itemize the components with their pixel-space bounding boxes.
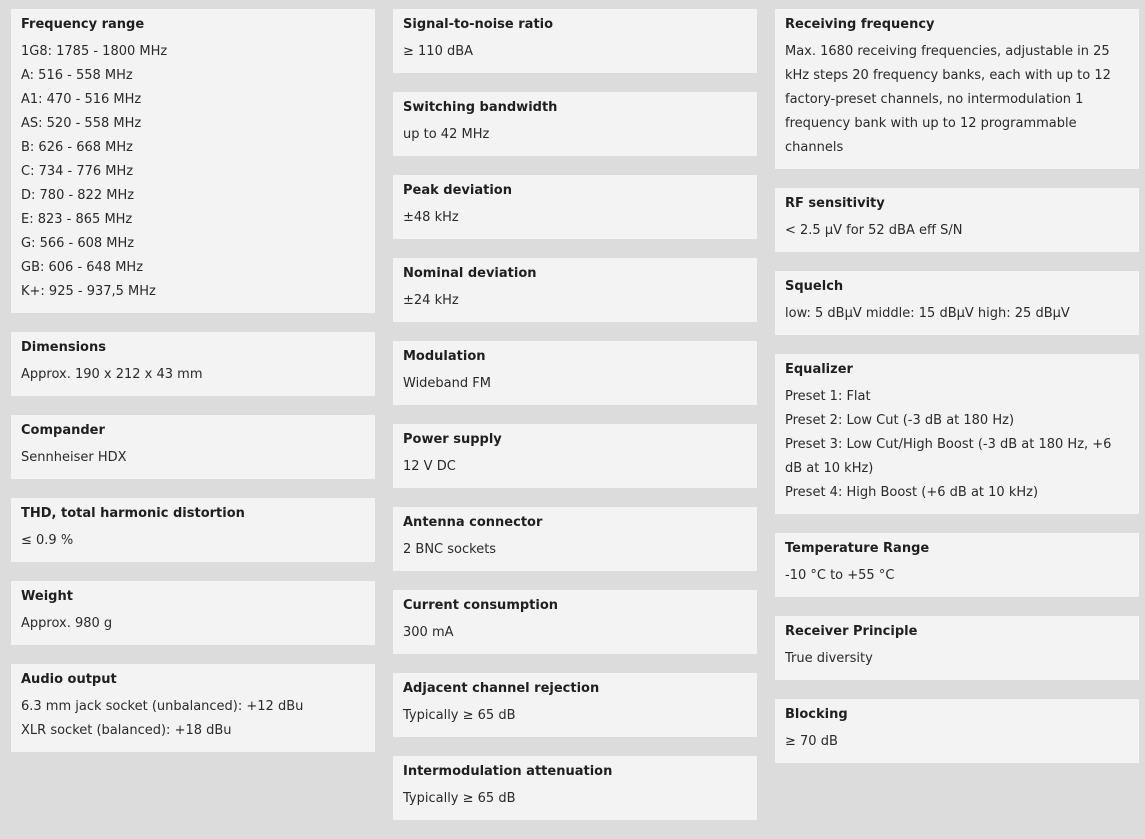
spec-column-2: [393, 9, 757, 839]
spec-title: Peak deviation: [403, 183, 512, 198]
spec-card: [11, 415, 375, 479]
spec-value: Preset 1: Flat: [785, 389, 871, 404]
spec-title: Current consumption: [403, 598, 559, 613]
spec-card: [393, 756, 757, 820]
spec-title: Frequency range: [21, 17, 145, 32]
spec-card: [393, 258, 757, 322]
spec-value: AS: 520 - 558 MHz: [21, 116, 142, 131]
spec-card: [11, 498, 375, 562]
spec-card: [775, 533, 1139, 597]
spec-value: A: 516 - 558 MHz: [21, 68, 133, 83]
spec-value: B: 626 - 668 MHz: [21, 140, 133, 155]
spec-value: Wideband FM: [403, 376, 491, 391]
spec-card: [775, 9, 1139, 169]
spec-value: Sennheiser HDX: [21, 450, 127, 465]
spec-title: Temperature Range: [785, 541, 930, 556]
spec-value: ≥ 70 dB: [785, 734, 838, 749]
spec-value: 12 V DC: [403, 459, 456, 474]
spec-card: [11, 332, 375, 396]
spec-card: [393, 507, 757, 571]
spec-title: Weight: [21, 589, 73, 604]
spec-value: E: 823 - 865 MHz: [21, 212, 133, 227]
spec-value: G: 566 - 608 MHz: [21, 236, 135, 251]
spec-title: Receiver Principle: [785, 624, 918, 639]
spec-value: up to 42 MHz: [403, 127, 490, 142]
spec-value: < 2.5 μV for 52 dBA eff S/N: [785, 223, 963, 238]
spec-value: ±24 kHz: [403, 293, 459, 308]
spec-value: Typically ≥ 65 dB: [403, 708, 516, 723]
spec-value: 6.3 mm jack socket (unbalanced): +12 dBu: [21, 699, 304, 714]
spec-value: Preset 4: High Boost (+6 dB at 10 kHz): [785, 485, 1039, 500]
spec-value: Max. 1680 receiving frequencies, adjustable in 25 kHz steps 20 frequency banks, each with up to 12 factory-preset channels, no intermodulation 1 frequency bank with up to 12 programmable channels: [785, 44, 1111, 155]
spec-title: Modulation: [403, 349, 486, 364]
spec-card: [11, 581, 375, 645]
spec-value: XLR socket (balanced): +18 dBu: [21, 723, 232, 738]
spec-card: [393, 9, 757, 73]
spec-title: Dimensions: [21, 340, 106, 355]
spec-value: Approx. 190 x 212 x 43 mm: [21, 367, 203, 382]
spec-value: A1: 470 - 516 MHz: [21, 92, 142, 107]
spec-title: Intermodulation attenuation: [403, 764, 613, 779]
spec-value: Preset 3: Low Cut/High Boost (-3 dB at 180 Hz, +6 dB at 10 kHz): [785, 437, 1112, 476]
spec-value: Typically ≥ 65 dB: [403, 791, 516, 806]
spec-title: Squelch: [785, 279, 844, 294]
spec-card: [11, 9, 375, 313]
spec-title: Equalizer: [785, 362, 853, 377]
spec-value: ≥ 110 dBA: [403, 44, 474, 59]
spec-card: [393, 673, 757, 737]
spec-value: 1G8: 1785 - 1800 MHz: [21, 44, 168, 59]
spec-card: [11, 664, 375, 752]
spec-value: True diversity: [785, 651, 873, 666]
spec-title: Blocking: [785, 707, 848, 722]
spec-value: ±48 kHz: [403, 210, 459, 225]
spec-title: Audio output: [21, 672, 117, 687]
spec-value: 2 BNC sockets: [403, 542, 497, 557]
spec-card: [393, 175, 757, 239]
spec-title: Adjacent channel rejection: [403, 681, 600, 696]
spec-column-1: [11, 9, 375, 771]
spec-title: Compander: [21, 423, 105, 438]
spec-card: [393, 424, 757, 488]
spec-card: [393, 590, 757, 654]
spec-card: [775, 188, 1139, 252]
spec-title: Switching bandwidth: [403, 100, 558, 115]
spec-card: [775, 354, 1139, 514]
spec-value: K+: 925 - 937,5 MHz: [21, 284, 156, 299]
spec-value: D: 780 - 822 MHz: [21, 188, 135, 203]
spec-value: Preset 2: Low Cut (-3 dB at 180 Hz): [785, 413, 1015, 428]
spec-value: low: 5 dBμV middle: 15 dBμV high: 25 dBμV: [785, 306, 1070, 321]
spec-title: THD, total harmonic distortion: [21, 506, 245, 521]
spec-card: [393, 92, 757, 156]
spec-value: Approx. 980 g: [21, 616, 113, 631]
spec-value: ≤ 0.9 %: [21, 533, 74, 548]
spec-value: GB: 606 - 648 MHz: [21, 260, 144, 275]
spec-card: [775, 699, 1139, 763]
spec-card: [775, 616, 1139, 680]
spec-value: -10 °C to +55 °C: [785, 568, 895, 583]
spec-card: [393, 341, 757, 405]
spec-title: RF sensitivity: [785, 196, 885, 211]
spec-title: Signal-to-noise ratio: [403, 17, 554, 32]
spec-card: [775, 271, 1139, 335]
spec-title: Nominal deviation: [403, 266, 537, 281]
spec-title: Antenna connector: [403, 515, 543, 530]
spec-value: C: 734 - 776 MHz: [21, 164, 134, 179]
spec-title: Receiving frequency: [785, 17, 935, 32]
spec-value: 300 mA: [403, 625, 454, 640]
spec-column-3: [775, 9, 1139, 782]
spec-title: Power supply: [403, 432, 502, 447]
